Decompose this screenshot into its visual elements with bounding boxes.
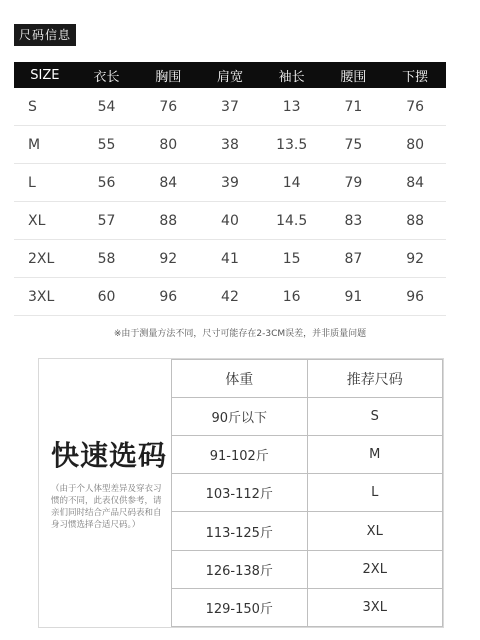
hem-cell: 76 <box>384 88 446 126</box>
header-waist: 腰围 <box>323 62 385 88</box>
table-row <box>14 278 446 316</box>
shoulder-cell: 38 <box>199 126 261 164</box>
chest-cell: 80 <box>137 126 199 164</box>
recommended-size-cell: S <box>307 398 443 436</box>
weight-cell: 91-102斤 <box>172 436 308 474</box>
weight-cell: 90斤以下 <box>172 398 308 436</box>
table-row <box>14 126 446 164</box>
weight-size-table <box>171 359 443 627</box>
section-badge: 尺码信息 <box>14 24 76 46</box>
size-cell: 2XL <box>14 240 76 278</box>
waist-cell: 75 <box>323 126 385 164</box>
shoulder-cell: 42 <box>199 278 261 316</box>
header-length: 衣长 <box>76 62 138 88</box>
table-row <box>14 164 446 202</box>
sleeve-cell: 14 <box>261 164 323 202</box>
hem-cell: 80 <box>384 126 446 164</box>
table-row <box>14 202 446 240</box>
header-size: SIZE <box>14 62 76 88</box>
header-chest: 胸围 <box>137 62 199 88</box>
quick-pick-panel <box>38 358 444 628</box>
sleeve-cell: 14.5 <box>261 202 323 240</box>
recommended-size-cell: 2XL <box>307 550 443 588</box>
length-cell: 60 <box>76 278 138 316</box>
length-cell: 57 <box>76 202 138 240</box>
size-cell: M <box>14 126 76 164</box>
table-row <box>172 436 443 474</box>
waist-cell: 71 <box>323 88 385 126</box>
weight-cell: 126-138斤 <box>172 550 308 588</box>
shoulder-cell: 39 <box>199 164 261 202</box>
chest-cell: 84 <box>137 164 199 202</box>
weight-cell: 103-112斤 <box>172 474 308 512</box>
shoulder-cell: 40 <box>199 202 261 240</box>
sleeve-cell: 15 <box>261 240 323 278</box>
hem-cell: 88 <box>384 202 446 240</box>
chest-cell: 92 <box>137 240 199 278</box>
recommended-size-cell: 3XL <box>307 588 443 626</box>
quick-pick-title: 快速选码 <box>51 439 168 472</box>
recommended-size-cell: XL <box>307 512 443 550</box>
size-cell: XL <box>14 202 76 240</box>
measurement-note: ※由于测量方法不同，尺寸可能存在2-3CM误差，并非质量问题 <box>113 329 367 339</box>
size-cell: S <box>14 88 76 126</box>
weight-cell: 129-150斤 <box>172 588 308 626</box>
length-cell: 58 <box>76 240 138 278</box>
table-row <box>172 550 443 588</box>
hem-cell: 92 <box>384 240 446 278</box>
header-sleeve: 袖长 <box>261 62 323 88</box>
length-cell: 56 <box>76 164 138 202</box>
recommended-size-cell: M <box>307 436 443 474</box>
recommended-size-cell: L <box>307 474 443 512</box>
header-weight: 体重 <box>172 360 308 398</box>
weight-table-header-row <box>172 360 443 398</box>
shoulder-cell: 37 <box>199 88 261 126</box>
header-shoulder: 肩宽 <box>199 62 261 88</box>
table-row <box>14 240 446 278</box>
size-chart-table <box>14 62 446 316</box>
shoulder-cell: 41 <box>199 240 261 278</box>
quick-pick-description: （由于个人体型差异及穿衣习惯的不同，此表仅供参考，请亲们同时结合产品尺码表和自身习惯选择合适尺码。） <box>51 484 162 530</box>
length-cell: 54 <box>76 88 138 126</box>
header-hem: 下摆 <box>384 62 446 88</box>
hem-cell: 84 <box>384 164 446 202</box>
chest-cell: 76 <box>137 88 199 126</box>
size-cell: L <box>14 164 76 202</box>
waist-cell: 83 <box>323 202 385 240</box>
length-cell: 55 <box>76 126 138 164</box>
waist-cell: 79 <box>323 164 385 202</box>
waist-cell: 87 <box>323 240 385 278</box>
size-cell: 3XL <box>14 278 76 316</box>
weight-cell: 113-125斤 <box>172 512 308 550</box>
chest-cell: 88 <box>137 202 199 240</box>
size-chart-header-row <box>14 62 446 88</box>
table-row <box>172 512 443 550</box>
table-row <box>14 88 446 126</box>
table-row <box>172 474 443 512</box>
sleeve-cell: 13 <box>261 88 323 126</box>
chest-cell: 96 <box>137 278 199 316</box>
header-recommended-size: 推荐尺码 <box>307 360 443 398</box>
table-row <box>172 398 443 436</box>
sleeve-cell: 16 <box>261 278 323 316</box>
quick-pick-intro <box>39 359 171 627</box>
sleeve-cell: 13.5 <box>261 126 323 164</box>
table-row <box>172 588 443 626</box>
hem-cell: 96 <box>384 278 446 316</box>
waist-cell: 91 <box>323 278 385 316</box>
